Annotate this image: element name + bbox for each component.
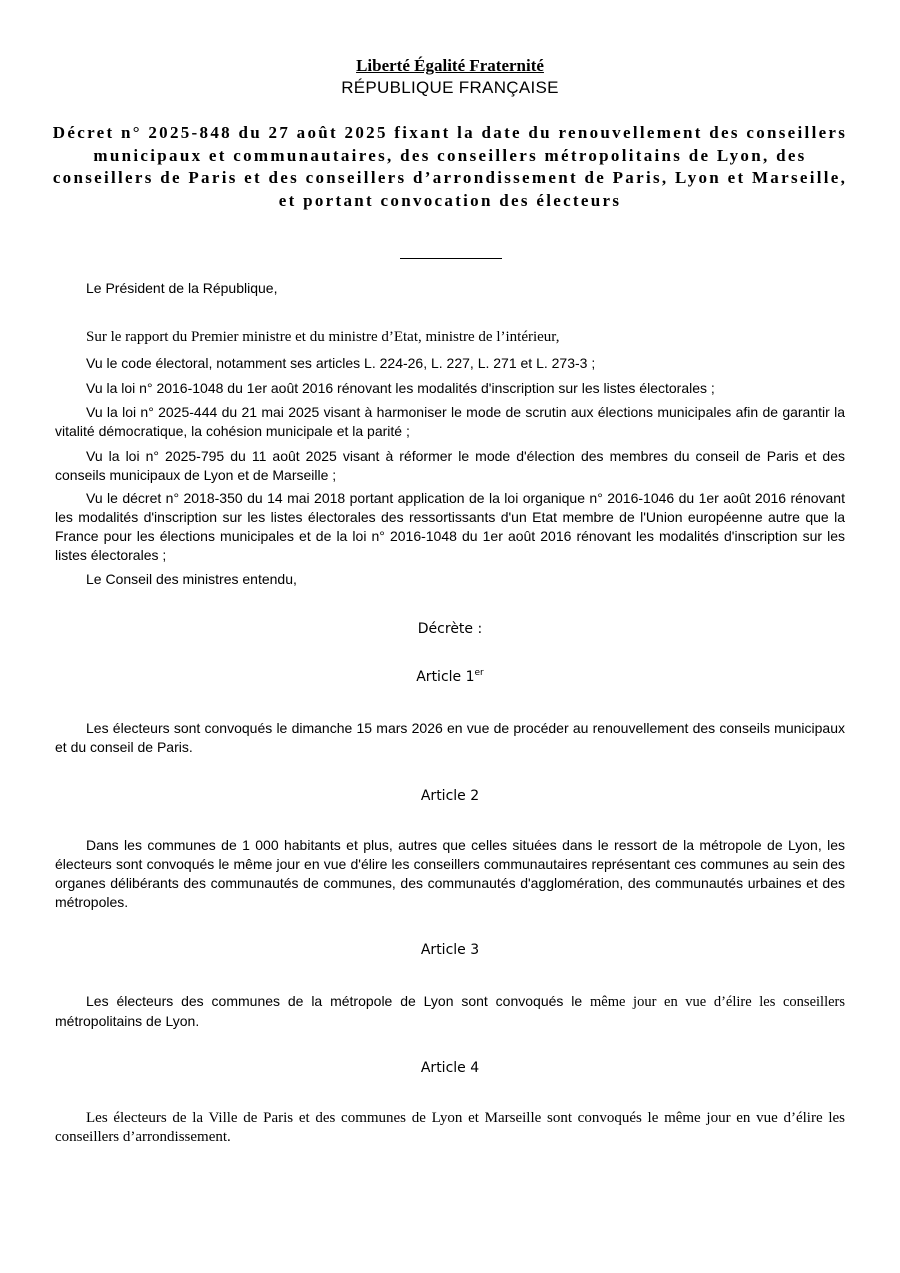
article-1-heading-sup: er xyxy=(474,668,484,678)
article-2-text: Dans les communes de 1 000 habitants et plus, autres que celles situées dans le ressort de la métropole de Lyon, les électeurs sont convoqués le même jour en vue d'élire les conseillers communautaires représentant ces communes au sein des organes délibérants des communautés de communes, des communautés d'agglomération, des communautés urbaines et des métropoles. xyxy=(55,837,845,910)
preamble-opening: Le Président de la République, xyxy=(86,280,278,296)
article-1-heading xyxy=(0,669,900,685)
article-3-text-part2: même jour en vue d’élire les conseillers xyxy=(590,994,845,1010)
article-1-heading-text: Article 1 xyxy=(416,669,475,685)
decree-title: Décret n° 2025-848 du 27 août 2025 fixant la date du renouvellement des conseillers municipaux et communautaires, des conseillers métropolitains de Lyon, des conseillers de Paris et des conseillers d’arrondissement de Paris, Lyon et Marseille, et portant convocation des électeurs xyxy=(52,123,848,210)
republic-name: RÉPUBLIQUE FRANÇAISE xyxy=(341,78,559,97)
article-3-heading: Article 3 xyxy=(420,942,480,958)
article-4-heading: Article 4 xyxy=(420,1060,480,1076)
article-2-heading: Article 2 xyxy=(420,788,480,804)
decrete-heading: Décrète : xyxy=(417,621,483,637)
visa-4: Vu la loi n° 2025-795 du 11 août 2025 visant à réformer le mode d'élection des membres du conseil de Paris et des conseils municipaux de Lyon et de Marseille ; xyxy=(55,448,845,483)
republic-motto: Liberté Égalité Fraternité xyxy=(356,56,544,75)
article-1-text: Les électeurs sont convoqués le dimanche 15 mars 2026 en vue de procéder au renouvellement des conseils municipaux et du conseil de Paris. xyxy=(55,720,845,755)
article-4-text: Les électeurs de la Ville de Paris et des communes de Lyon et Marseille sont convoqués le même jour en vue d’élire les conseillers d’arrondissement. xyxy=(55,1110,845,1145)
article-3-text-part3: métropolitains de Lyon. xyxy=(55,1013,200,1029)
preamble-conseil: Le Conseil des ministres entendu, xyxy=(86,571,297,587)
visa-2: Vu la loi n° 2016-1048 du 1er août 2016 rénovant les modalités d'inscription sur les listes électorales ; xyxy=(86,380,715,396)
visa-1: Vu le code électoral, notamment ses articles L. 224-26, L. 227, L. 271 et L. 273-3 ; xyxy=(86,355,596,371)
preamble-rapport: Sur le rapport du Premier ministre et du ministre d’Etat, ministre de l’intérieur, xyxy=(86,329,560,345)
article-3-text-part1: Les électeurs des communes de la métropole de Lyon sont convoqués le xyxy=(86,993,591,1009)
title-divider xyxy=(400,258,502,259)
visa-5: Vu le décret n° 2018-350 du 14 mai 2018 portant application de la loi organique n° 2016-1046 du 1er août 2016 rénovant les modalités d'inscription sur les listes électorales des ressortissants d'un Etat membre de l'Union européenne autre que la France pour les élections municipales et de la loi n° 2016-1048 du 1er août 2016 rénovant les modalités d'inscription sur les listes électorales ; xyxy=(55,490,845,563)
visa-3: Vu la loi n° 2025-444 du 21 mai 2025 visant à harmoniser le mode de scrutin aux élections municipales afin de garantir la vitalité démocratique, la cohésion municipale et la parité ; xyxy=(55,404,845,439)
article-3-text xyxy=(55,992,845,1031)
